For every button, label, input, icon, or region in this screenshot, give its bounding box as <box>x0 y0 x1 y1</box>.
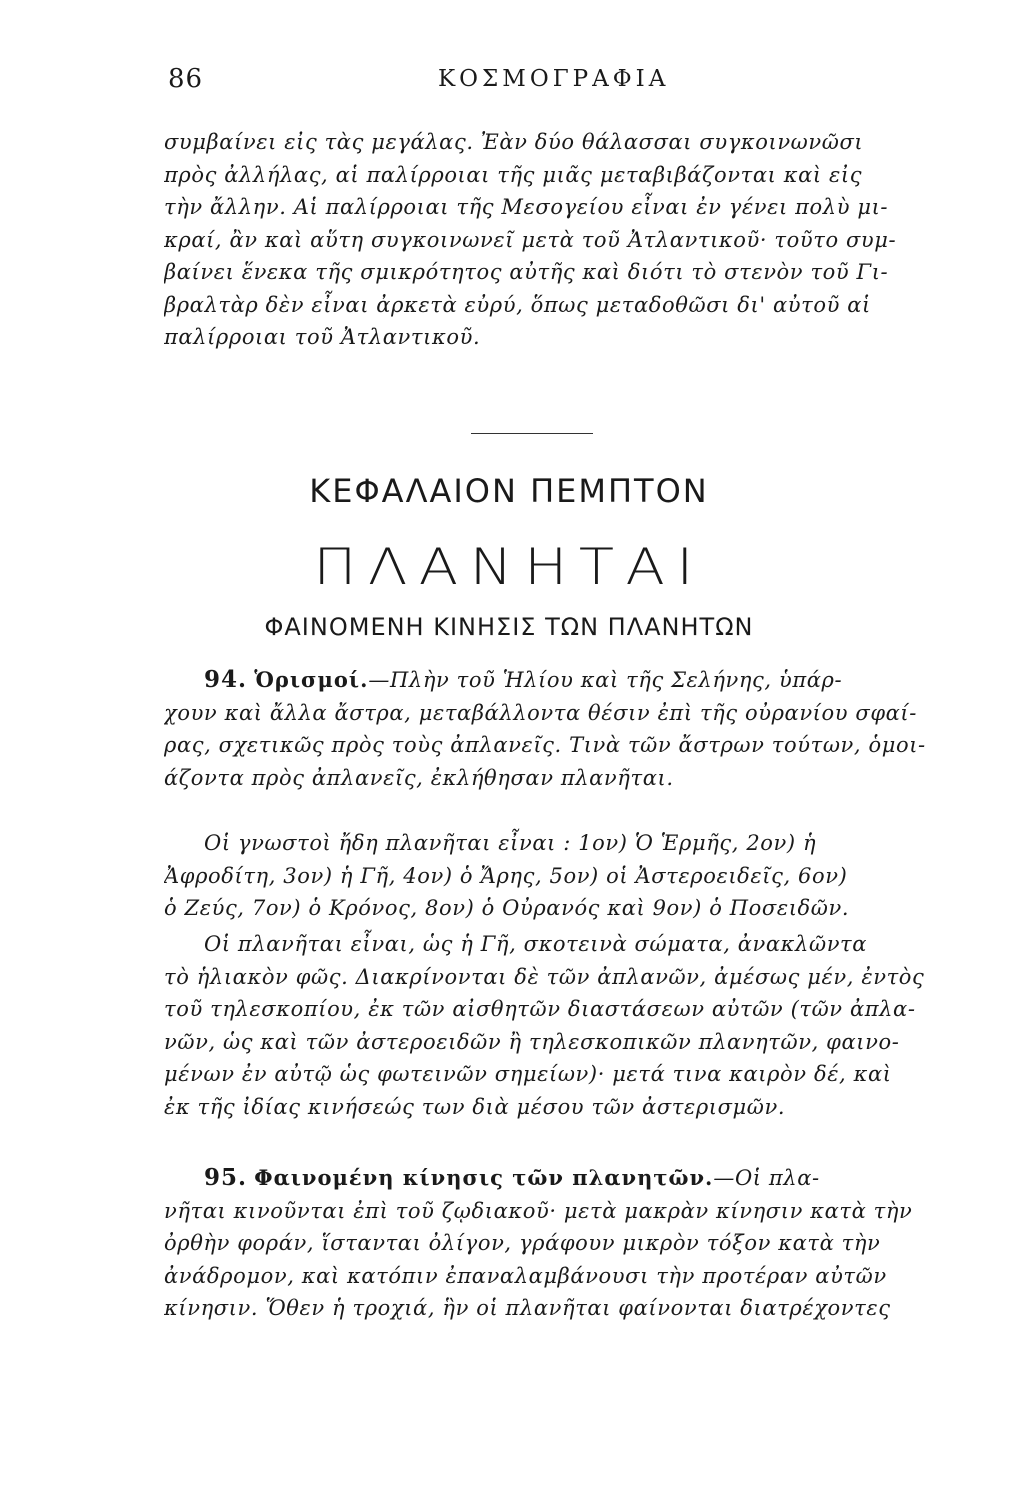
defined-term: πλανῆται. <box>560 765 674 790</box>
section-94-first-line <box>164 664 964 697</box>
text-line: ἀνάδρομον, καὶ κατόπιν ἐπαναλαμβάνουσι τὴν προτέραν αὐτῶν <box>164 1263 887 1288</box>
text-line: Ἀφροδίτη, 3ον) ἡ Γῆ, 4ον) ὁ Ἄρης, 5ον) οἱ Ἀστεροειδεῖς, 6ον) <box>164 863 848 888</box>
section-subtitle: ΦΑΙΝΟΜΕΝΗ ΚΙΝΗΣΙΣ ΤΩΝ ΠΛΑΝΗΤΩΝ <box>264 613 754 641</box>
section-heading: Ὁρισμοί. <box>254 667 369 692</box>
text-line: νῶν, ὡς καὶ τῶν ἀστεροειδῶν ἢ τηλεσκοπικῶν πλανητῶν, φαινο- <box>164 1029 900 1054</box>
text-line: συμβαίνει εἰς τὰς μεγάλας. Ἐὰν δύο θάλασσαι συγκοινωνῶσι <box>164 130 864 154</box>
text-run: —Πλὴν τοῦ Ἡλίου καὶ τῆς Σελήνης, ὑπάρ- <box>368 668 843 692</box>
text-line: πρὸς ἀλλήλας, αἱ παλίρροιαι τῆς μιᾶς μεταβιβάζονται καὶ εἰς <box>164 162 863 187</box>
chapter-title: ΚΕΦΑΛΑΙΟΝ ΠΕΜΠΤΟΝ <box>309 472 709 510</box>
section-95 <box>164 1162 964 1325</box>
text-line: Οἱ πλανῆται εἶναι, ὡς ἡ Γῆ, σκοτεινὰ σώματα, ἀνακλῶντα <box>204 932 868 956</box>
text-line: ρας, σχετικῶς πρὸς τοὺς ἀπλανεῖς. Τινὰ τῶν ἄστρων τούτων, ὁμοι- <box>164 733 926 757</box>
text-line: ὀρθὴν φοράν, ἵστανται ὀλίγον, γράφουν μικρὸν τόξον κατὰ τὴν <box>164 1231 881 1255</box>
section-divider <box>471 433 593 434</box>
text-line: βραλτὰρ δὲν εἶναι ἀρκετὰ εὐρύ, ὅπως μεταδοθῶσι δι' αὐτοῦ αἱ <box>164 292 871 317</box>
text-line: τὸ ἡλιακὸν φῶς. Διακρίνονται δὲ τῶν ἀπλανῶν, ἀμέσως μέν, ἐντὸς <box>164 964 925 989</box>
text-line: παλίρροιαι τοῦ Ἀτλαντικοῦ. <box>164 325 481 349</box>
observation-paragraph <box>164 928 964 1123</box>
part-title: ΠΛΑΝΗΤΑΙ <box>313 538 705 596</box>
text-line: Οἱ γνωστοὶ ἤδη πλανῆται εἶναι : 1ον) Ὁ Ἑρμῆς, 2ον) ἡ <box>204 831 817 855</box>
text-line: τοῦ τηλεσκοπίου, ἐκ τῶν αἰσθητῶν διαστάσεων αὐτῶν (τῶν ἀπλα- <box>164 997 916 1021</box>
section-94 <box>164 664 964 794</box>
text-line: βαίνει ἕνεκα τῆς σμικρότητος αὐτῆς καὶ διότι τὸ στενὸν τοῦ Γι- <box>164 260 889 284</box>
text-line: ἐκ τῆς ἰδίας κινήσεώς των διὰ μέσου τῶν ἀστερισμῶν. <box>164 1094 786 1119</box>
text-line: νῆται κινοῦνται ἐπὶ τοῦ ζῳδιακοῦ· μετὰ μακρὰν κίνησιν κατὰ τὴν <box>164 1198 913 1223</box>
section-95-first-line <box>164 1162 964 1195</box>
page-header <box>168 64 958 98</box>
text-line: κίνησιν. Ὅθεν ἡ τροχιά, ἣν οἱ πλανῆται φαίνονται διατρέχοντες <box>164 1296 891 1320</box>
page-number: 86 <box>168 64 204 94</box>
text-run: —Οἱ πλα- <box>713 1166 820 1190</box>
text-line: κραί, ἂν καὶ αὕτη συγκοινωνεῖ μετὰ τοῦ Ἀτλαντικοῦ· τοῦτο συμ- <box>164 227 897 252</box>
text-run: άζοντα πρὸς ἀπλανεῖς, ἐκλήθησαν <box>164 765 561 790</box>
intro-paragraph <box>164 126 964 354</box>
section-number: 95. <box>204 1164 248 1191</box>
text-line: τὴν ἄλλην. Αἱ παλίρροιαι τῆς Μεσογείου εἶναι ἐν γένει πολὺ μι- <box>164 195 889 219</box>
planets-list-paragraph <box>164 827 964 925</box>
text-line: ὁ Ζεύς, 7ον) ὁ Κρόνος, 8ον) ὁ Οὐρανός καὶ 9ον) ὁ Ποσειδῶν. <box>164 896 850 920</box>
text-line: χουν καὶ ἄλλα ἄστρα, μεταβάλλοντα θέσιν ἐπὶ τῆς οὐρανίου σφαί- <box>164 700 917 725</box>
section-heading: Φαινομένη κίνησις τῶν πλανητῶν. <box>254 1165 714 1190</box>
text-line: μένων ἐν αὐτῷ ὡς φωτεινῶν σημείων)· μετά τινα καιρὸν δέ, καὶ <box>164 1062 892 1086</box>
section-number: 94. <box>204 666 248 693</box>
running-title: ΚΟΣΜΟΓΡΑΦΙΑ <box>438 66 670 92</box>
section-94-last-line <box>164 762 964 795</box>
